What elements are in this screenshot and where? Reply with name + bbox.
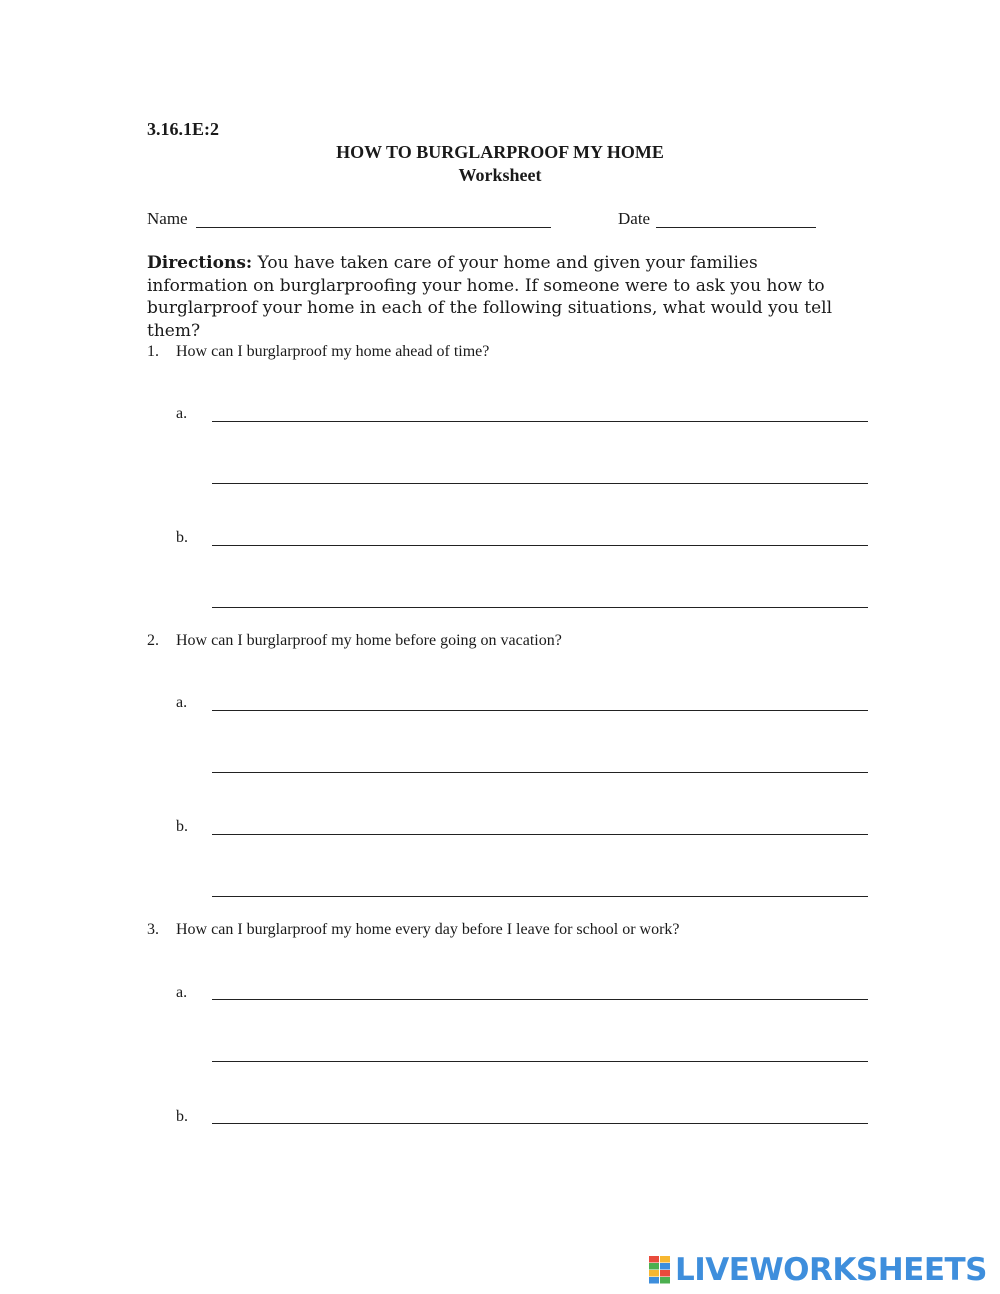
answer-line[interactable] <box>212 545 868 546</box>
answer-line[interactable] <box>212 483 868 484</box>
answer-line[interactable] <box>212 1061 868 1062</box>
name-label: Name <box>147 209 188 228</box>
answer-line[interactable] <box>212 421 868 422</box>
date-label: Date <box>618 209 651 228</box>
page-title: HOW TO BURGLARPROOF MY HOME <box>336 142 664 162</box>
answer-line[interactable] <box>212 896 868 897</box>
question-number: 3. <box>147 921 159 938</box>
sub-item-label: b. <box>176 1108 188 1125</box>
question-text: How can I burglarproof my home every day before I leave for school or work? <box>176 921 680 938</box>
answer-line[interactable] <box>212 999 868 1000</box>
answer-line[interactable] <box>212 607 868 608</box>
sub-item-label: b. <box>176 818 188 835</box>
answer-line[interactable] <box>212 710 868 711</box>
question-text: How can I burglarproof my home before going on vacation? <box>176 632 562 649</box>
question-text: How can I burglarproof my home ahead of time? <box>176 343 490 360</box>
answer-line[interactable] <box>212 1123 868 1124</box>
directions-text: You have taken care of your home and given your families information on burglarproofing your home. If someone were to ask you how to burglarproof your home in each of the following situations, what would you tell them? <box>147 253 833 341</box>
directions-label: Directions: <box>147 253 253 273</box>
answer-line[interactable] <box>212 772 868 773</box>
sub-item-label: b. <box>176 529 188 546</box>
liveworksheets-logo[interactable] <box>649 1253 987 1287</box>
question-number: 2. <box>147 632 159 649</box>
document-code: 3.16.1E:2 <box>147 119 219 139</box>
liveworksheets-logo-icon <box>649 1256 671 1284</box>
sub-item-label: a. <box>176 405 188 422</box>
sub-item-label: a. <box>176 694 188 711</box>
question-number: 1. <box>147 343 159 360</box>
sub-item-label: a. <box>176 984 188 1001</box>
page-subtitle: Worksheet <box>458 165 542 185</box>
answer-line[interactable] <box>212 834 868 835</box>
name-field[interactable] <box>196 227 551 228</box>
directions-paragraph <box>147 252 857 342</box>
date-field[interactable] <box>656 227 816 228</box>
logo-text: LIVEWORKSHEETS <box>675 1252 987 1288</box>
